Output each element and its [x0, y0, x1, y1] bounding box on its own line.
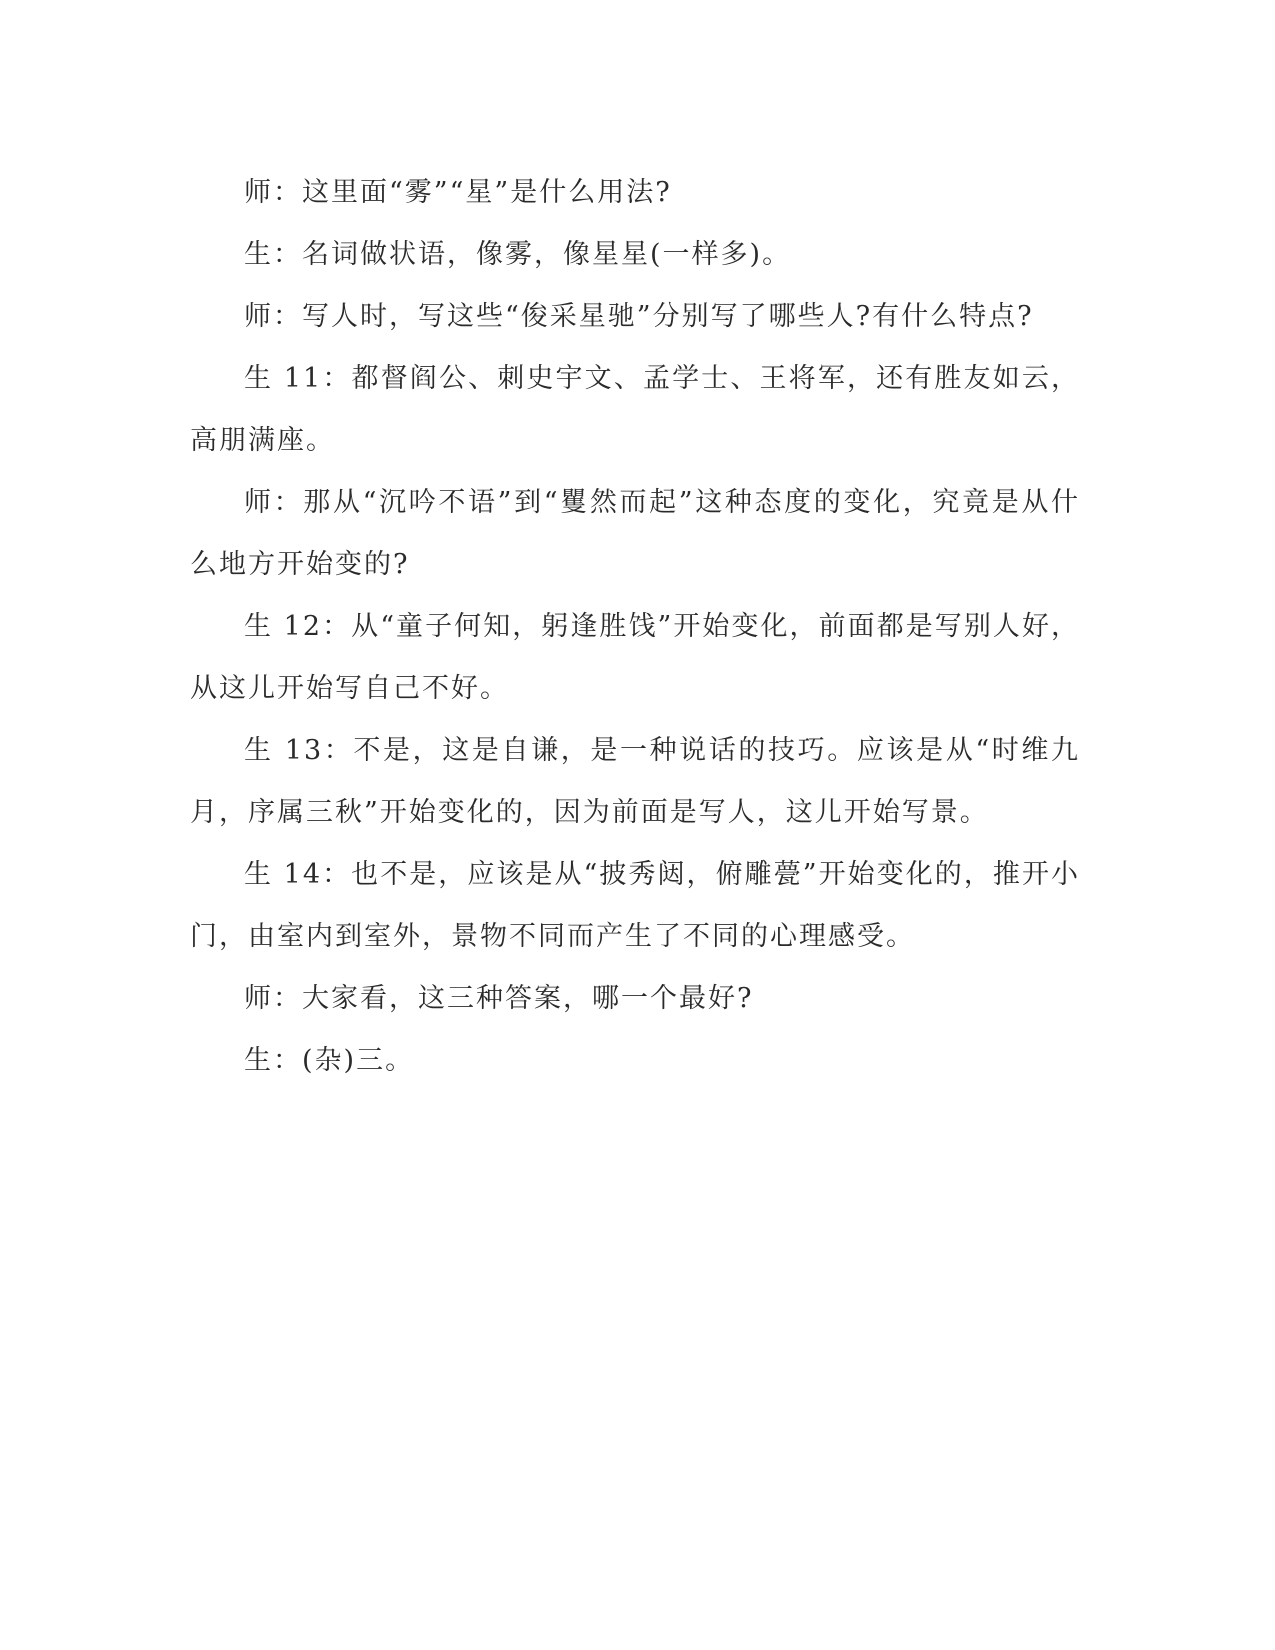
paragraph-student-11: 生 11：都督阎公、刺史宇文、孟学士、王将军，还有胜友如云，高朋满座。 — [190, 363, 1080, 456]
paragraph-student-13: 生 13：不是，这是自谦，是一种说话的技巧。应该是从“时维九月，序属三秋”开始变化的，因为前面是写人，这儿开始写景。 — [190, 735, 1080, 828]
paragraph-student-14: 生 14：也不是，应该是从“披秀闼，俯雕甍”开始变化的，推开小门，由室内到室外，景物不同而产生了不同的心理感受。 — [190, 859, 1080, 952]
paragraph-student-12: 生 12：从“童子何知，躬逢胜饯”开始变化，前面都是写别人好，从这儿开始写自己不好。 — [190, 611, 1080, 704]
paragraph-student-answer-final: 生：(杂)三。 — [244, 1045, 415, 1076]
paragraph-teacher-question-3: 师：那从“沉吟不语”到“矍然而起”这种态度的变化，究竟是从什么地方开始变的? — [190, 487, 1080, 580]
paragraph-teacher-question-1: 师：这里面“雾”“星”是什么用法? — [244, 177, 672, 208]
dialogue-text — [190, 162, 1080, 1092]
paragraph-teacher-question-2: 师：写人时，写这些“俊采星驰”分别写了哪些人?有什么特点? — [244, 301, 1034, 332]
paragraph-teacher-question-4: 师：大家看，这三种答案，哪一个最好? — [244, 983, 754, 1014]
paragraph-student-answer-1: 生：名词做状语，像雾，像星星(一样多)。 — [244, 239, 792, 270]
